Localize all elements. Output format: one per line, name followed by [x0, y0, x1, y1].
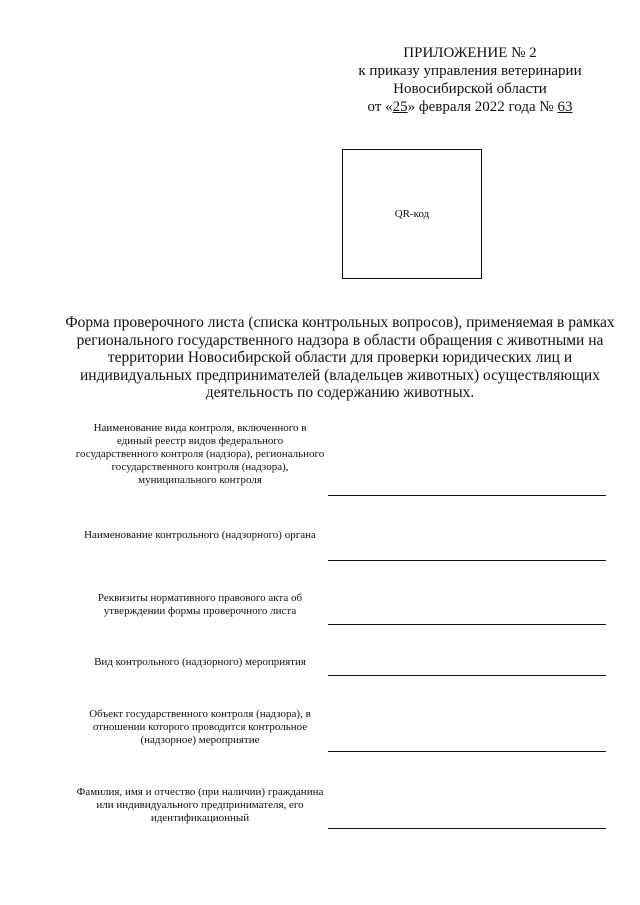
field-line-control-object[interactable] — [328, 751, 606, 752]
field-line-person-name[interactable] — [328, 828, 606, 829]
appendix-date-line — [320, 98, 620, 116]
appendix-title: ПРИЛОЖЕНИЕ № 2 — [403, 45, 537, 61]
field-label-legal-act: Реквизиты нормативного правового акта об утверждении формы проверочного листа — [97, 592, 303, 617]
order-number: 63 — [557, 99, 573, 115]
field-label-control-body: Наименование контрольного (надзорного) органа — [84, 529, 316, 541]
field-line-control-body[interactable] — [328, 560, 606, 561]
qr-code-label: QR-код — [394, 208, 430, 220]
field-line-event-type[interactable] — [328, 675, 606, 676]
appendix-order-ref: к приказу управления ветеринарии — [358, 63, 582, 79]
field-line-legal-act[interactable] — [328, 624, 606, 625]
form-title: Форма проверочного листа (списка контрольных вопросов), применяемая в рамках регионального государственного надзора в области обращения с животными на территории Новосибирской области для проверки юридических лиц и индивидуальных предпринимателей (владельцев животных) осуществляющих деятельность по содержанию животных. — [65, 314, 615, 401]
date-middle: » февраля 2022 года № — [407, 99, 558, 115]
field-label-event-type: Вид контрольного (надзорного) мероприятия — [94, 656, 306, 668]
field-label-person-name: Фамилия, имя и отчество (при наличии) гражданина или индивидуального предпринимателя, его идентификационный — [76, 786, 324, 824]
date-day: 25 — [392, 99, 408, 115]
qr-code-placeholder — [342, 149, 482, 279]
appendix-region: Новосибирской области — [393, 81, 547, 97]
field-line-control-type[interactable] — [328, 495, 606, 496]
date-prefix: от « — [367, 99, 393, 115]
field-label-control-object: Объект государственного контроля (надзора), в отношении которого проводится контрольное (надзорное) мероприятие — [89, 708, 311, 746]
field-label-control-type: Наименование вида контроля, включенного в единый реестр видов федерального государственного контроля (надзора), регионального государственного контроля (надзора), муниципального контроля — [75, 422, 325, 486]
document-header — [320, 44, 620, 116]
